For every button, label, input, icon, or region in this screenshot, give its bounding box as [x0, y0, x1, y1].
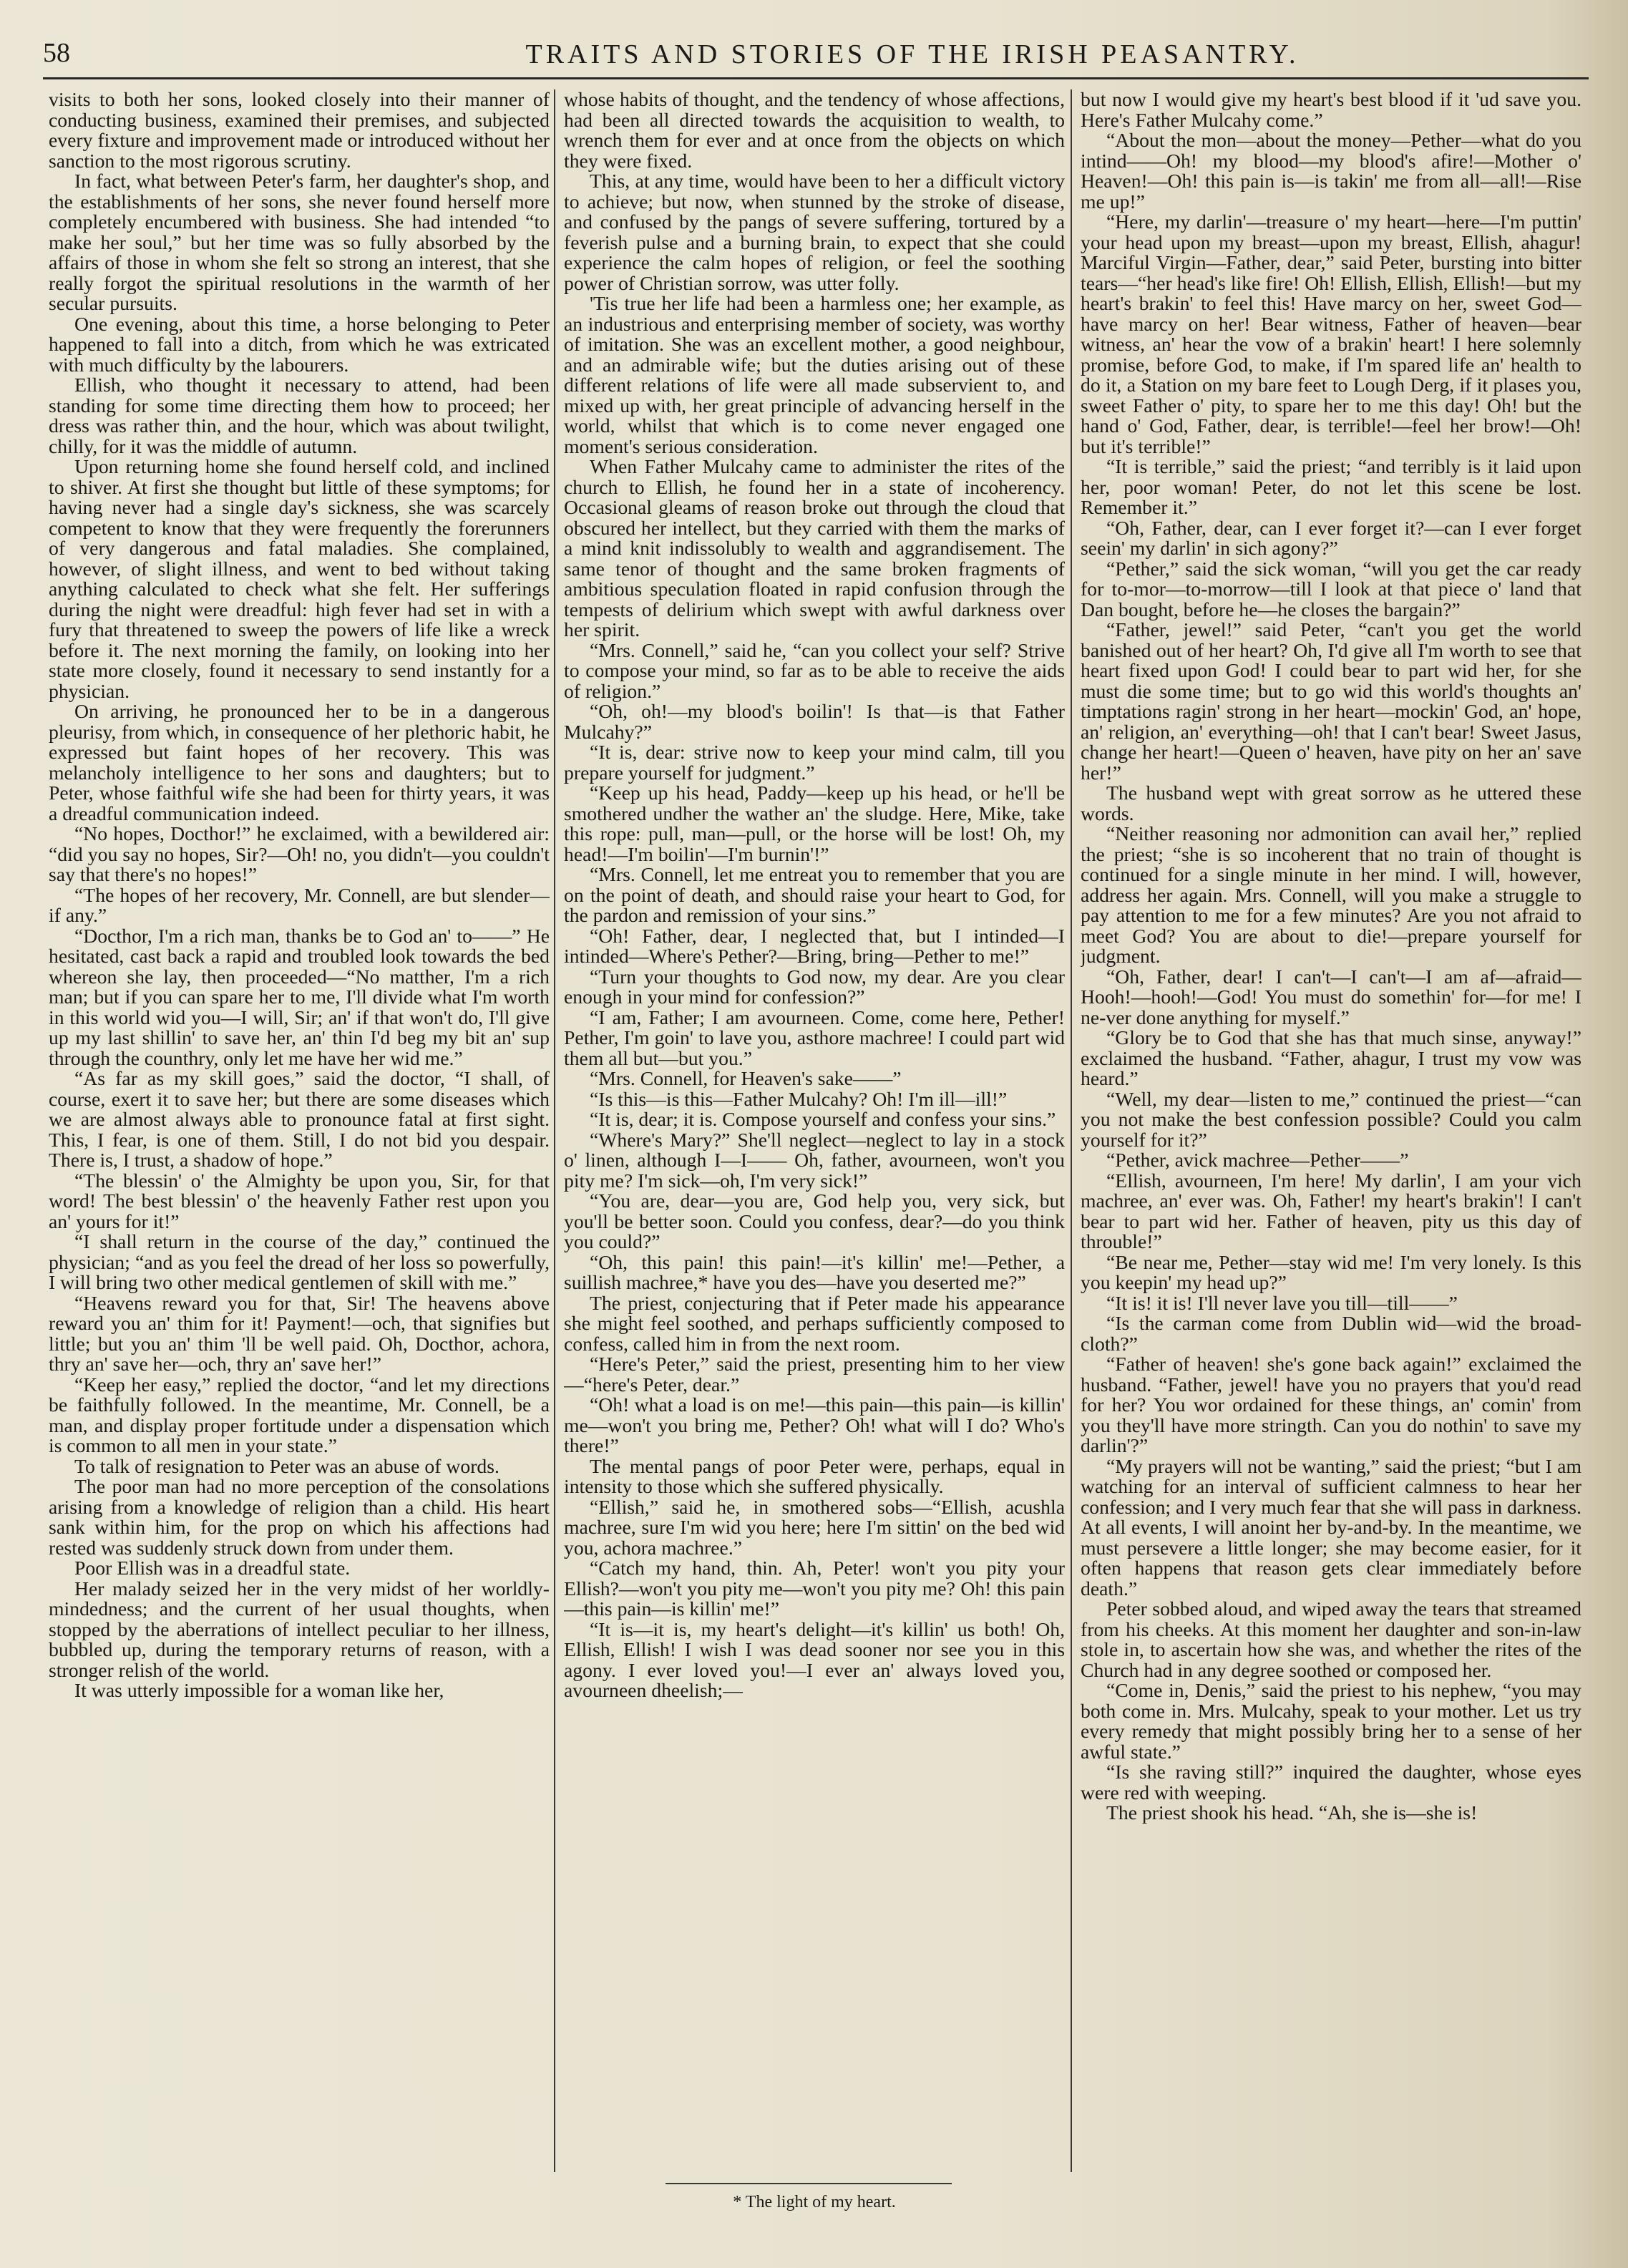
paragraph: “It is terrible,” said the priest; “and terribly is it laid upon her, poor woman! Peter, do not let this scene be lost. Remember it.”: [1081, 455, 1581, 518]
paragraph: “Is she raving still?” inquired the daughter, whose eyes were red with weeping.: [1081, 1761, 1581, 1804]
paragraph: “It is—it is, my heart's delight—it's killin' us both! Oh, Ellish, Ellish! I wish I was dead sooner nor see you in this agony. I ever loved you!—I ever an' always loved you, avourneen dheelish;—: [564, 1617, 1065, 1701]
paragraph: Upon returning home she found herself cold, and inclined to shiver. At first she thought but little of these symptoms; for having never had a single day's sickness, she was scarcely competent to know that they were frequently the forerunners of very dangerous and fatal maladies. She complained, however, of slight illness, and went to bed without taking anything calculated to check what she felt. Her sufferings during the night were dreadful: high fever had set in with a fury that threatened to sweep the powers of life like a wreck before it. The next morning the family, on looking into her state more closely, found it necessary to send instantly for a physician.: [49, 455, 550, 702]
paragraph: “Here, my darlin'—treasure o' my heart—here—I'm puttin' your head upon my breast—upon my breast, Ellish, ahagur! Marciful Virgin—Father, dear,” said Peter, bursting into bitter tears—“her head's like fire! Oh! Ellish, Ellish, Ellish!—but my heart's brakin' to feel this! Have marcy on her, sweet God—have marcy on her! Bear witness, Father of heaven—bear witness, an' hear the vow of a brakin' heart! I here solemnly promise, before God, to make, if I'm spared life an' health to do it, a Station on my bare feet to Lough Derg, if it plases you, sweet Father o' pity, to spare her to me this day! Oh! but the hand o' God, Father, dear, is terrible!—feel her brow!—Oh! but it's terrible!”: [1081, 210, 1581, 457]
text-column-2: [564, 89, 1065, 2258]
paragraph: “It is, dear: strive now to keep your mind calm, till you prepare yourself for judgment.”: [564, 741, 1065, 784]
paragraph: “Is the carman come from Dublin wid—wid the broad-cloth?”: [1081, 1312, 1581, 1355]
paragraph: “The hopes of her recovery, Mr. Connell, are but slender—if any.”: [49, 883, 550, 926]
paragraph: “Mrs. Connell, for Heaven's sake——”: [590, 1067, 902, 1089]
paragraph: To talk of resignation to Peter was an abuse of words.: [74, 1454, 499, 1477]
paragraph: “Mrs. Connell, let me entreat you to remember that you are on the point of death, and should raise your heart to God, for the pardon and remission of your sins.”: [564, 863, 1065, 926]
paragraph: “Father of heaven! she's gone back again!” exclaimed the husband. “Father, jewel! have you no prayers that you'd read for her? You wor ordained for these things, an' comin' from you they'll have more stringth. Can you do nothin' to save my darlin'?”: [1081, 1353, 1581, 1456]
text-column-3: [1081, 89, 1581, 2258]
paragraph: 'Tis true her life had been a harmless one; her example, as an industrious and enterprising member of society, was worthy of imitation. She was an excellent mother, a good neighbour, and an admirable wife; but the duties arising out of these different relations of life were all made subservient to, and mixed up with, her great principle of advancing herself in the world, whilst that which is to come never engaged one moment's serious consideration.: [564, 292, 1065, 457]
paragraph: “It is, dear; it is. Compose yourself and confess your sins.”: [590, 1108, 1056, 1130]
paragraph: In fact, what between Peter's farm, her daughter's shop, and the establishments of her sons, she never found herself more completely encumbered with business. She had intended “to make her soul,” but her time was so fully absorbed by the affairs of those in whom she felt so strong an interest, that she really forgot the spiritual resolutions in the warmth of her secular pursuits.: [49, 170, 550, 314]
paragraph: Poor Ellish was in a dreadful state.: [74, 1557, 351, 1579]
paragraph: This, at any time, would have been to her a difficult victory to achieve; but now, when stunned by the stroke of disease, and confused by the pangs of severe suffering, tortured by a feverish pulse and a burning brain, to expect that she could experience the calm hopes of religion, or feel the soothing power of Christian sorrow, was utter folly.: [564, 170, 1065, 294]
paragraph: “Ellish, avourneen, I'm here! My darlin', I am your vich machree, an' ever was. Oh, Father! my heart's brakin'! I can't bear to part wid her. Father of heaven, pity us this day of throuble!”: [1081, 1169, 1581, 1252]
footnote: * The light of my heart.: [733, 2193, 896, 2211]
paragraph: The poor man had no more perception of the consolations arising from a knowledge of religion than a child. His heart sank within him, for the prop on which his affections had rested was suddenly struck down from under them.: [49, 1475, 550, 1559]
footnote-rule: [666, 2183, 952, 2184]
paragraph: “Docthor, I'm a rich man, thanks be to God an' to——” He hesitated, cast back a rapid and troubled look towards the bed whereon she lay, then proceeded—“No matther, I'm a rich man; but if you can spare her to me, I'll divide what I'm worth in this world wid you—I will, Sir; an' if that won't do, I'll give up my last shillin' to save her, an' thin I'd beg my bit an' sup through the counthry, only let me have her wid me.”: [49, 924, 550, 1069]
paragraph: When Father Mulcahy came to administer the rites of the church to Ellish, he found her in a state of incoherency. Occasional gleams of reason broke out through the cloud that obscured her intellect, but they carried with them the marks of a mind knit indissolubly to wealth and aggrandisement. The same tenor of thought and the same broken fragments of ambitious speculation floated in rapid confusion through the tempests of delirium which swept with awful darkness over her spirit.: [564, 455, 1065, 641]
paragraph: “I shall return in the course of the day,” continued the physician; “and as you feel the dread of her loss so powerfully, I will bring two other medical gentlemen of skill with me.”: [49, 1230, 550, 1293]
paragraph: On arriving, he pronounced her to be in a dangerous pleurisy, from which, in consequence of her plethoric habit, he expressed but faint hopes of her recovery. This was melancholy intelligence to her sons and daughters; but to Peter, whose faithful wife she had been for thirty years, it was a dreadful communication indeed.: [49, 700, 550, 824]
paragraph: whose habits of thought, and the tendency of whose affections, had been all directed towards the acquisition to wealth, to wrench them for ever and at once from the objects on which they were fixed.: [564, 89, 1065, 172]
paragraph: The priest shook his head. “Ah, she is—she is!: [1106, 1801, 1478, 1824]
paragraph: “Oh! what a load is on me!—this pain—this pain—is killin' me—won't you bring me, Pether? Oh! what will I do? Who's there!”: [564, 1393, 1065, 1456]
paragraph: “Turn your thoughts to God now, my dear. Are you clear enough in your mind for confession?”: [564, 965, 1065, 1008]
paragraph: “Neither reasoning nor admonition can avail her,” replied the priest; “she is so incoherent that no train of thought is continued for a single minute in her mind. I will, however, address her again. Mrs. Connell, will you make a struggle to pay attention to me for a few minutes? Are you not afraid to meet God? You are about to die!—prepare yourself for judgment.: [1081, 822, 1581, 967]
paragraph: “Where's Mary?” She'll neglect—neglect to lay in a stock o' linen, although I—I—— Oh, father, avourneen, won't you pity me? I'm sick—oh, I'm very sick!”: [564, 1128, 1065, 1192]
paragraph: “Oh, Father, dear, can I ever forget it?—can I ever forget seein' my darlin' in sich agony?”: [1081, 516, 1581, 559]
paragraph: Her malady seized her in the very midst of her worldly-mindedness; and the current of her usual thoughts, when stopped by the aberrations of intellect peculiar to her illness, bubbled up, during the temporary returns of reason, with a stronger relish of the world.: [49, 1577, 550, 1681]
paragraph: “Father, jewel!” said Peter, “can't you get the world banished out of her heart? Oh, I'd give all I'm worth to see that heart fixed upon God! I could bear to part wid her, for she must die some time; but to go wid this world's thoughts an' timptations ragin' strong in her heart—mockin' God, an' hope, an' religion, an' everything—oh! that I can't bear! Sweet Jasus, change her heart!—Queen o' heaven, have pity on her an' save her!”: [1081, 618, 1581, 784]
paragraph: “Catch my hand, thin. Ah, Peter! won't you pity your Ellish?—won't you pity me—won't you pity me? Oh! this pain—this pain—is killin' me!”: [564, 1557, 1065, 1620]
paragraph: “I am, Father; I am avourneen. Come, come here, Pether! Pether, I'm goin' to lave you, asthore machree! I could part wid them all but—but you.”: [564, 1006, 1065, 1069]
paragraph: “Oh, Father, dear! I can't—I can't—I am af—afraid—Hooh!—hooh!—God! You must do somethin' for—for me! I ne-ver done anything for myself.”: [1081, 965, 1581, 1028]
text-column-1: [49, 89, 550, 2258]
header-rule: [43, 77, 1589, 79]
paragraph: The mental pangs of poor Peter were, perhaps, equal in intensity to those which she suffered physically.: [564, 1454, 1065, 1497]
page-header: [43, 37, 1560, 80]
paragraph: “Come in, Denis,” said the priest to his nephew, “you may both come in. Mrs. Mulcahy, speak to your mother. Let us try every remedy that might possibly bring her to a sense of her awful state.”: [1081, 1679, 1581, 1763]
paragraph: Ellish, who thought it necessary to attend, had been standing for some time directing them how to proceed; her dress was rather thin, and the hour, which was about twilight, chilly, for it was the middle of autumn.: [49, 374, 550, 457]
paragraph: “Glory be to God that she has that much sinse, anyway!” exclaimed the husband. “Father, ahagur, I trust my vow was heard.”: [1081, 1026, 1581, 1089]
paragraph: “Keep up his head, Paddy—keep up his head, or he'll be smothered undher the wather an' the sludge. Here, Mike, take this rope: pull, man—pull, or the horse will be lost! Oh, my head!—I'm boilin'—I'm burnin'!”: [564, 782, 1065, 865]
paragraph: “Keep her easy,” replied the doctor, “and let my directions be faithfully followed. In the meantime, Mr. Connell, be a man, and display proper fortitude under a dispensation which is common to all men in your state.”: [49, 1373, 550, 1456]
paragraph: “Well, my dear—listen to me,” continued the priest—“can you not make the best confession possible? Could you calm yourself for it?”: [1081, 1087, 1581, 1151]
paragraph: “Here's Peter,” said the priest, presenting him to her view—“here's Peter, dear.”: [564, 1353, 1065, 1396]
paragraph: “Is this—is this—Father Mulcahy? Oh! I'm ill—ill!”: [590, 1087, 1008, 1110]
paragraph: “My prayers will not be wanting,” said the priest; “but I am watching for an interval of sufficient calmness to hear her confession; and I very much fear that she will pass in darkness. At all events, I will anoint her by-and-by. In the meantime, we must persevere a little longer; she may become easier, for it often happens that reason gets clear immediately before death.”: [1081, 1454, 1581, 1600]
paragraph: “Mrs. Connell,” said he, “can you collect your self? Strive to compose your mind, so far as to be able to receive the aids of religion.”: [564, 638, 1065, 702]
paragraph: “It is! it is! I'll never lave you till—till——”: [1106, 1291, 1458, 1314]
paragraph: “You are, dear—you are, God help you, very sick, but you'll be better soon. Could you confess, dear?—do you think you could?”: [564, 1189, 1065, 1252]
paragraph: “Ellish,” said he, in smothered sobs—“Ellish, acushla machree, sure I'm wid you here; here I'm sittin' on the bed wid you, achora machree.”: [564, 1495, 1065, 1559]
column-divider-1: [554, 89, 555, 2172]
running-head: TRAITS AND STORIES OF THE IRISH PEASANTRY.: [525, 39, 1300, 69]
page-number: 58: [43, 38, 70, 68]
paragraph: visits to both her sons, looked closely into their manner of conducting business, examined their premises, and subjected every fixture and improvement made or introduced without her sanction to the most rigorous scrutiny.: [49, 89, 550, 172]
paragraph: Peter sobbed aloud, and wiped away the tears that streamed from his cheeks. At this moment her daughter and son-in-law stole in, to ascertain how she was, and whether the rites of the Church had in any degree soothed or composed her.: [1081, 1597, 1581, 1681]
column-divider-2: [1071, 89, 1072, 2172]
paragraph: “Oh! Father, dear, I neglected that, but I intinded—I intinded—Where's Pether?—Bring, bring—Pether to me!”: [564, 924, 1065, 967]
paragraph: “Pether,” said the sick woman, “will you get the car ready for to-mor—to-morrow—till I look at that piece o' land that Dan bought, before he—he closes the bargain?”: [1081, 557, 1581, 620]
paragraph: “Heavens reward you for that, Sir! The heavens above reward you an' thim for it! Payment!—och, that signifies but little; but you an' thim 'll be well paid. Oh, Docthor, achora, thry an' save her—och, thry an' save her!”: [49, 1291, 550, 1375]
paragraph: “About the mon—about the money—Pether—what do you intind——Oh! my blood—my blood's afire!—Mother o' Heaven!—Oh! this pain is—is takin' me from all—all!—Rise me up!”: [1081, 129, 1581, 213]
paragraph: “Oh, this pain! this pain!—it's killin' me!—Pether, a suillish machree,* have you des—have you deserted me?”: [564, 1250, 1065, 1293]
paragraph: One evening, about this time, a horse belonging to Peter happened to fall into a ditch, from which he was extricated with much difficulty by the labourers.: [49, 312, 550, 376]
paragraph: “No hopes, Docthor!” he exclaimed, with a bewildered air: “did you say no hopes, Sir?—Oh! no, you didn't—you couldn't say that there's no hopes!”: [49, 822, 550, 885]
paragraph: “Be near me, Pether—stay wid me! I'm very lonely. Is this you keepin' my head up?”: [1081, 1250, 1581, 1293]
paragraph: “As far as my skill goes,” said the doctor, “I shall, of course, exert it to save her; but there are some diseases which we are almost always able to pronounce fatal at first sight. This, I fear, is one of them. Still, I do not bid you despair. There is, I trust, a shadow of hope.”: [49, 1067, 550, 1171]
paragraph: It was utterly impossible for a woman like her,: [74, 1679, 444, 1701]
paragraph: The priest, conjecturing that if Peter made his appearance she might feel soothed, and perhaps sufficiently composed to confess, called him in from the next room.: [564, 1291, 1065, 1355]
paragraph: but now I would give my heart's best blood if it 'ud save you. Here's Father Mulcahy come.”: [1081, 89, 1581, 131]
paragraph: The husband wept with great sorrow as he uttered these words.: [1081, 782, 1581, 824]
paragraph: “Pether, avick machree—Pether——”: [1106, 1149, 1409, 1171]
paragraph: “Oh, oh!—my blood's boilin'! Is that—is that Father Mulcahy?”: [564, 700, 1065, 743]
paragraph: “The blessin' o' the Almighty be upon you, Sir, for that word! The best blessin' o' the heavenly Father rest upon you an' yours for it!”: [49, 1169, 550, 1232]
